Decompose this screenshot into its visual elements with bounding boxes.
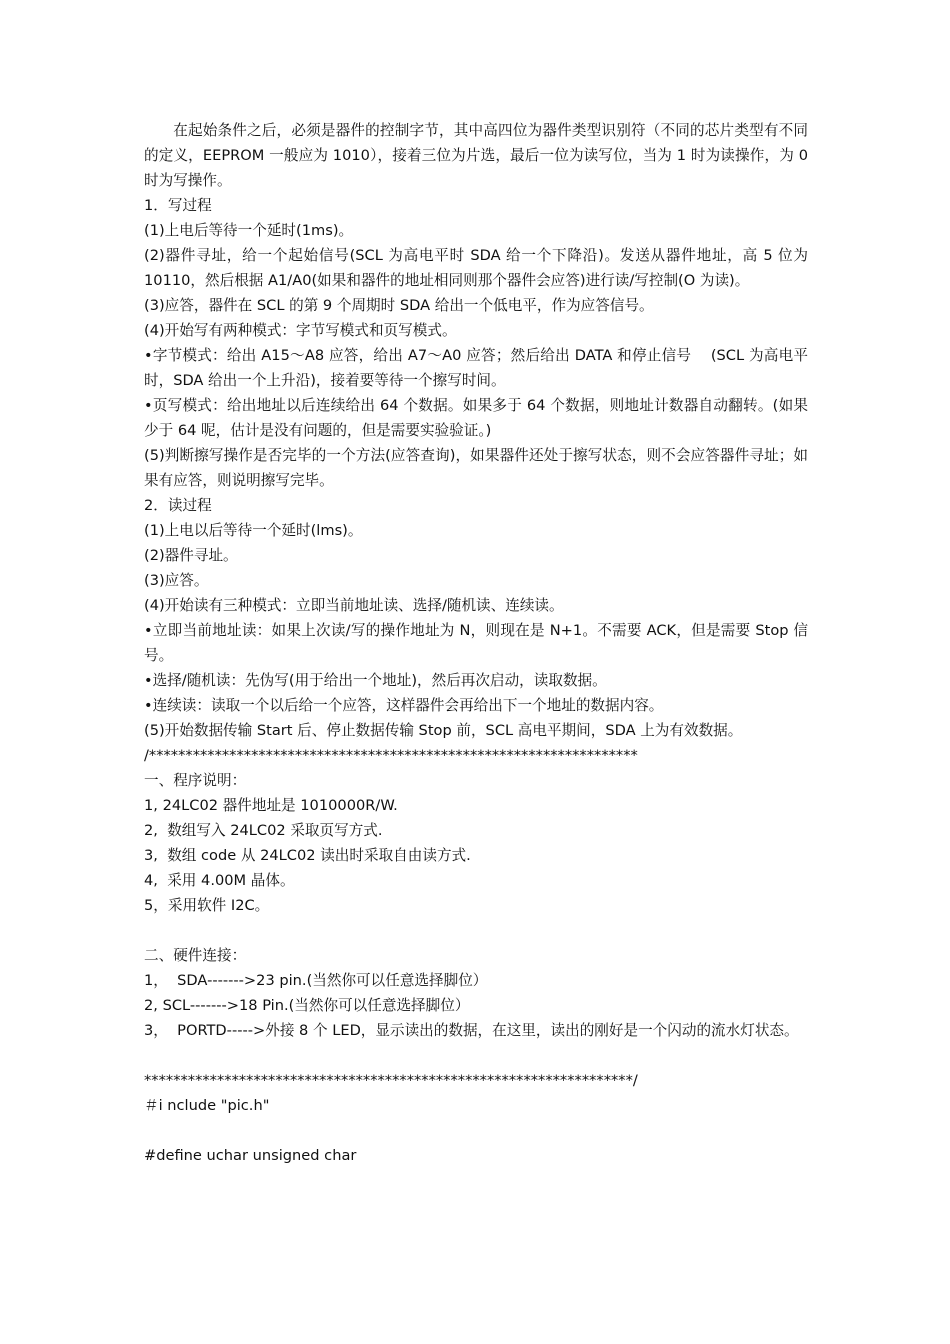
read-step: (4)开始读有三种模式：立即当前地址读、选择/随机读、连续读。 <box>144 597 564 614</box>
program-item: 2, 数组写入 24LC02 采取页写方式. <box>144 822 383 839</box>
write-process-heading: 1．写过程 <box>144 197 212 214</box>
program-heading: 一、程序说明： <box>144 772 247 789</box>
read-step: (1)上电以后等待一个延时(lms)。 <box>144 522 363 539</box>
write-step: (5)判断擦写操作是否完毕的一个方法(应答查询)，如果器件还处于擦写状态，则不会应答器件寻址；如果有应答，则说明擦写完毕。 <box>144 447 808 489</box>
read-step: (2)器件寻址。 <box>144 547 238 564</box>
program-item: 3, 数组 code 从 24LC02 读出时采取自由读方式. <box>144 847 471 864</box>
program-item: 5，采用软件 I2C。 <box>144 897 270 914</box>
read-step: (5)开始数据传输 Start 后、停止数据传输 Stop 前，SCL 高电平期间，SDA 上为有效数据。 <box>144 722 743 739</box>
define-line: #define uchar unsigned char <box>144 1147 357 1164</box>
hardware-item: 1， SDA------->23 pin.(当然你可以任意选择脚位） <box>144 972 488 989</box>
read-process-heading: 2．读过程 <box>144 497 212 514</box>
read-step: •选择/随机读：先伪写(用于给出一个地址)，然后再次启动，读取数据。 <box>144 672 607 689</box>
intro-paragraph: 在起始条件之后，必须是器件的控制字节，其中高四位为器件类型识别符（不同的芯片类型有不同的定义，EEPROM 一般应为 1010），接着三位为片选，最后一位为读写位，当为 1 时为读操作，为 0 时为写操作。 <box>144 122 813 189</box>
blank-line <box>144 1118 808 1143</box>
program-item: 1, 24LC02 器件地址是 1010000R/W. <box>144 797 398 814</box>
write-step: •页写模式：给出地址以后连续给出 64 个数据。如果多于 64 个数据，则地址计数器自动翻转。(如果少于 64 呢，估计是没有问题的，但是需要实验验证。) <box>144 397 808 439</box>
read-step: (3)应答。 <box>144 572 209 589</box>
blank-line <box>144 1043 808 1068</box>
hardware-heading: 二、硬件连接： <box>144 947 247 964</box>
comment-open-line: /******************************************************************* <box>144 747 638 764</box>
write-step: (4)开始写有两种模式：字节写模式和页写模式。 <box>144 322 457 339</box>
read-step: •立即当前地址读：如果上次读/写的操作地址为 N，则现在是 N+1。不需要 ACK，但是需要 Stop 信号。 <box>144 622 808 664</box>
hardware-item: 3， PORTD----->外接 8 个 LED，显示读出的数据，在这里，读出的刚好是一个闪动的流水灯状态。 <box>144 1022 799 1039</box>
hardware-item: 2, SCL------->18 Pin.(当然你可以任意选择脚位） <box>144 997 470 1014</box>
write-step: (1)上电后等待一个延时(1ms)。 <box>144 222 354 239</box>
include-line: ＃i nclude "pic.h" <box>144 1097 270 1114</box>
document-page <box>144 118 813 1168</box>
comment-close-line: *******************************************************************/ <box>144 1072 638 1089</box>
write-step: (2)器件寻址，给一个起始信号(SCL 为高电平时 SDA 给一个下降沿)。发送从器件地址，高 5 位为 10110，然后根据 A1/A0(如果和器件的地址相同则那个器件会应答)进行读/写控制(O 为读)。 <box>144 247 813 289</box>
write-step: (3)应答，器件在 SCL 的第 9 个周期时 SDA 给出一个低电平，作为应答信号。 <box>144 297 654 314</box>
read-step: •连续读：读取一个以后给一个应答，这样器件会再给出下一个地址的数据内容。 <box>144 697 664 714</box>
program-item: 4, 采用 4.00M 晶体。 <box>144 872 295 889</box>
blank-line <box>144 918 808 943</box>
write-step: •字节模式：给出 A15～A8 应答，给出 A7～A0 应答；然后给出 DATA 和停止信号 (SCL 为高电平时，SDA 给出一个上升沿)，接着要等待一个擦写时间。 <box>144 347 808 389</box>
